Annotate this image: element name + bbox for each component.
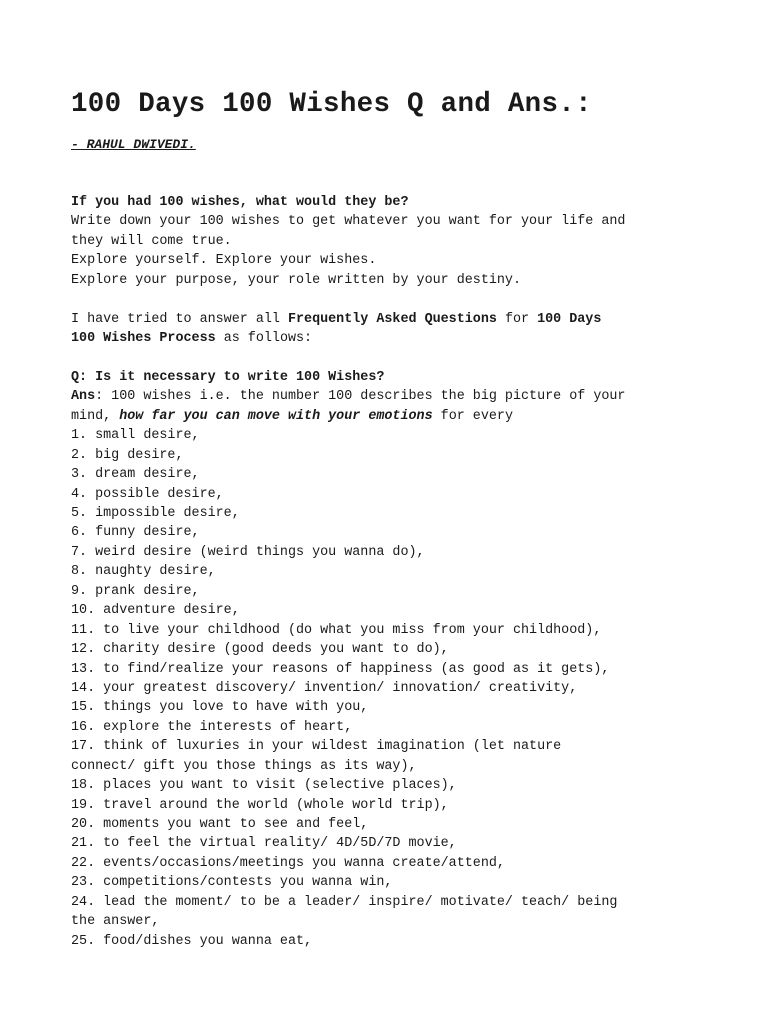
list-item: 11. to live your childhood (do what you miss from your childhood), <box>71 622 602 638</box>
answer-line: mind, how far you can move with your emotions for every <box>71 408 513 424</box>
list-item: 7. weird desire (weird things you wanna do), <box>71 544 425 560</box>
answer-label: Ans <box>71 389 96 405</box>
list-item: 16. explore the interests of heart, <box>71 719 353 735</box>
list-item: the answer, <box>71 914 160 930</box>
list-item: 3. dream desire, <box>71 467 200 483</box>
list-item: 8. naughty desire, <box>71 564 216 580</box>
faq-intro-line: I have tried to answer all Frequently Asked Questions for 100 Days <box>71 311 602 327</box>
list-item: 12. charity desire (good deeds you want to do), <box>71 642 449 658</box>
paragraph-gap <box>71 349 731 368</box>
list-item: 17. think of luxuries in your wildest imagination (let nature <box>71 739 562 755</box>
list-item: 4. possible desire, <box>71 486 224 502</box>
paragraph-gap <box>71 290 731 309</box>
list-item: 2. big desire, <box>71 447 184 463</box>
list-item: 9. prank desire, <box>71 583 200 599</box>
intro-line: Explore yourself. Explore your wishes. <box>71 253 377 269</box>
wish-list <box>71 426 731 951</box>
list-item: 21. to feel the virtual reality/ 4D/5D/7D movie, <box>71 836 457 852</box>
list-item: 14. your greatest discovery/ invention/ innovation/ creativity, <box>71 680 578 696</box>
faq-question: Q: Is it necessary to write 100 Wishes? <box>71 369 385 385</box>
list-item: 15. things you love to have with you, <box>71 700 369 716</box>
list-item: 19. travel around the world (whole world trip), <box>71 797 449 813</box>
list-item: 25. food/dishes you wanna eat, <box>71 933 313 949</box>
list-item: 6. funny desire, <box>71 525 200 541</box>
list-item: 22. events/occasions/meetings you wanna create/attend, <box>71 855 505 871</box>
intro-line: Write down your 100 wishes to get whatever you want for your life and <box>71 214 626 230</box>
document-body <box>71 193 731 951</box>
answer-line: Ans: 100 wishes i.e. the number 100 describes the big picture of your <box>71 389 626 405</box>
intro-question: If you had 100 wishes, what would they be? <box>71 195 409 210</box>
list-item: 10. adventure desire, <box>71 603 240 619</box>
document-title: 100 Days 100 Wishes Q and Ans.: <box>71 89 592 120</box>
list-item: 24. lead the moment/ to be a leader/ inspire/ motivate/ teach/ being <box>71 894 618 910</box>
intro-line: Explore your purpose, your role written by your destiny. <box>71 272 521 288</box>
list-item: 1. small desire, <box>71 428 200 444</box>
list-item: connect/ gift you those things as its way), <box>71 758 417 774</box>
list-item: 23. competitions/contests you wanna win, <box>71 875 393 891</box>
faq-intro-line: 100 Wishes Process as follows: <box>71 331 313 347</box>
list-item: 5. impossible desire, <box>71 506 240 521</box>
list-item: 20. moments you want to see and feel, <box>71 817 369 832</box>
list-item: 13. to find/realize your reasons of happiness (as good as it gets), <box>71 661 610 677</box>
intro-line: they will come true. <box>71 233 232 249</box>
list-item: 18. places you want to visit (selective places), <box>71 778 457 794</box>
author-byline: - RAHUL DWIVEDI. <box>71 137 196 152</box>
